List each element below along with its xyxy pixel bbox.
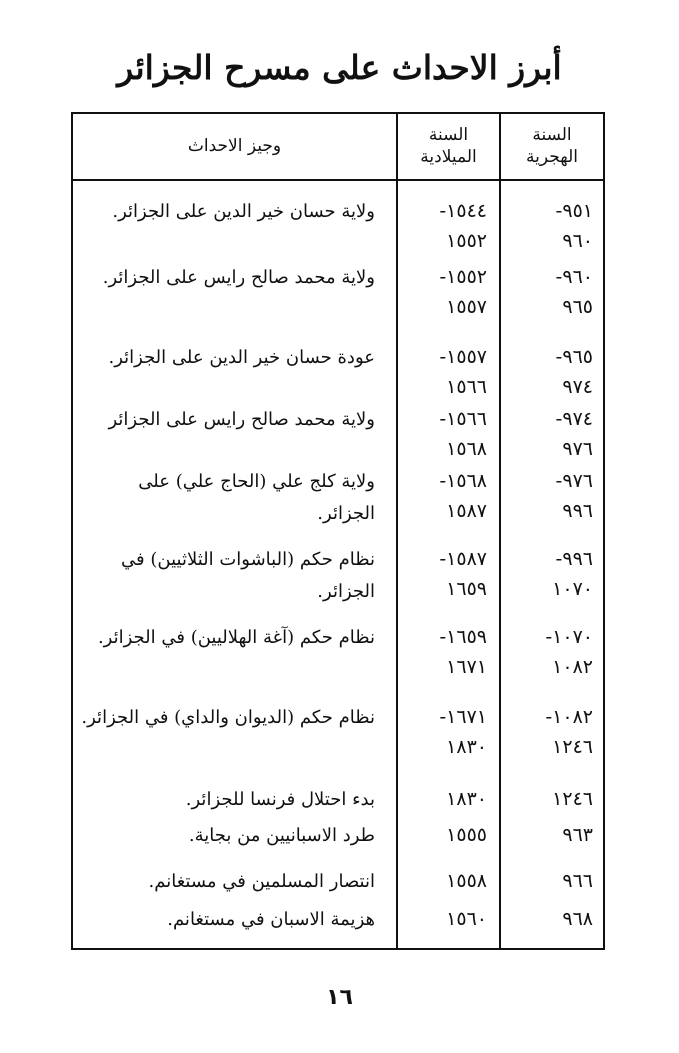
column-divider bbox=[499, 114, 501, 948]
header-events-summary: وجيز الاحداث bbox=[187, 135, 282, 156]
gregorian-cell: ١٥٨٧- ١٦٥٩ bbox=[439, 548, 487, 600]
hijri-cell: ١٢٤٦ bbox=[552, 788, 593, 810]
event-cell: نظام حكم (آغة الهلاليين) في الجزائر. bbox=[97, 627, 375, 648]
event-cell: نظام حكم (الديوان والداي) في الجزائر. bbox=[81, 707, 375, 728]
table-header bbox=[73, 114, 603, 181]
event-cell: ولاية حسان خير الدين على الجزائر. bbox=[112, 201, 375, 222]
gregorian-cell: ١٦٥٩- ١٦٧١ bbox=[439, 626, 487, 678]
event-cell: انتصار المسلمين في مستغانم. bbox=[148, 871, 375, 892]
hijri-cell: ٩٦٨ bbox=[562, 908, 593, 930]
event-cell: بدء احتلال فرنسا للجزائر. bbox=[185, 789, 375, 810]
hijri-cell: ٩٧٤- ٩٧٦ bbox=[555, 408, 593, 460]
hijri-cell: ١٠٧٠- ١٠٨٢ bbox=[545, 626, 593, 678]
gregorian-cell: ١٥٥٢- ١٥٥٧ bbox=[439, 266, 487, 318]
gregorian-cell: ١٨٣٠ bbox=[446, 788, 487, 810]
event-cell: ولاية محمد صالح رايس على الجزائر. bbox=[102, 267, 375, 288]
hijri-cell: ٩٦٦ bbox=[562, 870, 593, 892]
hijri-cell: ١٠٨٢- ١٢٤٦ bbox=[545, 706, 593, 758]
column-divider bbox=[396, 114, 398, 948]
events-table bbox=[71, 112, 605, 950]
event-cell: طرد الاسبانيين من بجاية. bbox=[188, 825, 375, 846]
event-cell: هزيمة الاسبان في مستغانم. bbox=[167, 909, 375, 930]
gregorian-cell: ١٥٥٧- ١٥٦٦ bbox=[439, 346, 487, 398]
hijri-cell: ٩٥١- ٩٦٠ bbox=[555, 200, 593, 252]
event-cell: نظام حكم (الباشوات الثلاثيين) في الجزائر. bbox=[121, 549, 375, 602]
gregorian-cell: ١٥٦٨- ١٥٨٧ bbox=[439, 470, 487, 522]
hijri-cell: ٩٩٦- ١٠٧٠ bbox=[552, 548, 593, 600]
event-cell: ولاية محمد صالح رايس على الجزائر bbox=[108, 409, 375, 430]
event-cell: ولاية كلج علي (الحاج علي) على الجزائر. bbox=[138, 471, 375, 524]
hijri-cell: ٩٧٦- ٩٩٦ bbox=[555, 470, 593, 522]
hijri-cell: ٩٦٥- ٩٧٤ bbox=[555, 346, 593, 398]
header-hijri-year: السنة الهجرية bbox=[526, 124, 578, 167]
page-number: ١٦ bbox=[326, 985, 353, 1010]
gregorian-cell: ١٥٥٥ bbox=[446, 824, 487, 846]
hijri-cell: ٩٦٣ bbox=[562, 824, 593, 846]
gregorian-cell: ١٥٥٨ bbox=[446, 870, 487, 892]
gregorian-cell: ١٦٧١- ١٨٣٠ bbox=[439, 706, 487, 758]
event-cell: عودة حسان خير الدين على الجزائر. bbox=[108, 347, 375, 368]
page-title: أبرز الاحداث على مسرح الجزائر bbox=[117, 48, 562, 87]
header-gregorian-year: السنة الميلادية bbox=[420, 124, 477, 167]
gregorian-cell: ١٥٦٦- ١٥٦٨ bbox=[439, 408, 487, 460]
gregorian-cell: ١٥٤٤- ١٥٥٢ bbox=[439, 200, 487, 252]
hijri-cell: ٩٦٠- ٩٦٥ bbox=[555, 266, 593, 318]
gregorian-cell: ١٥٦٠ bbox=[446, 908, 487, 930]
